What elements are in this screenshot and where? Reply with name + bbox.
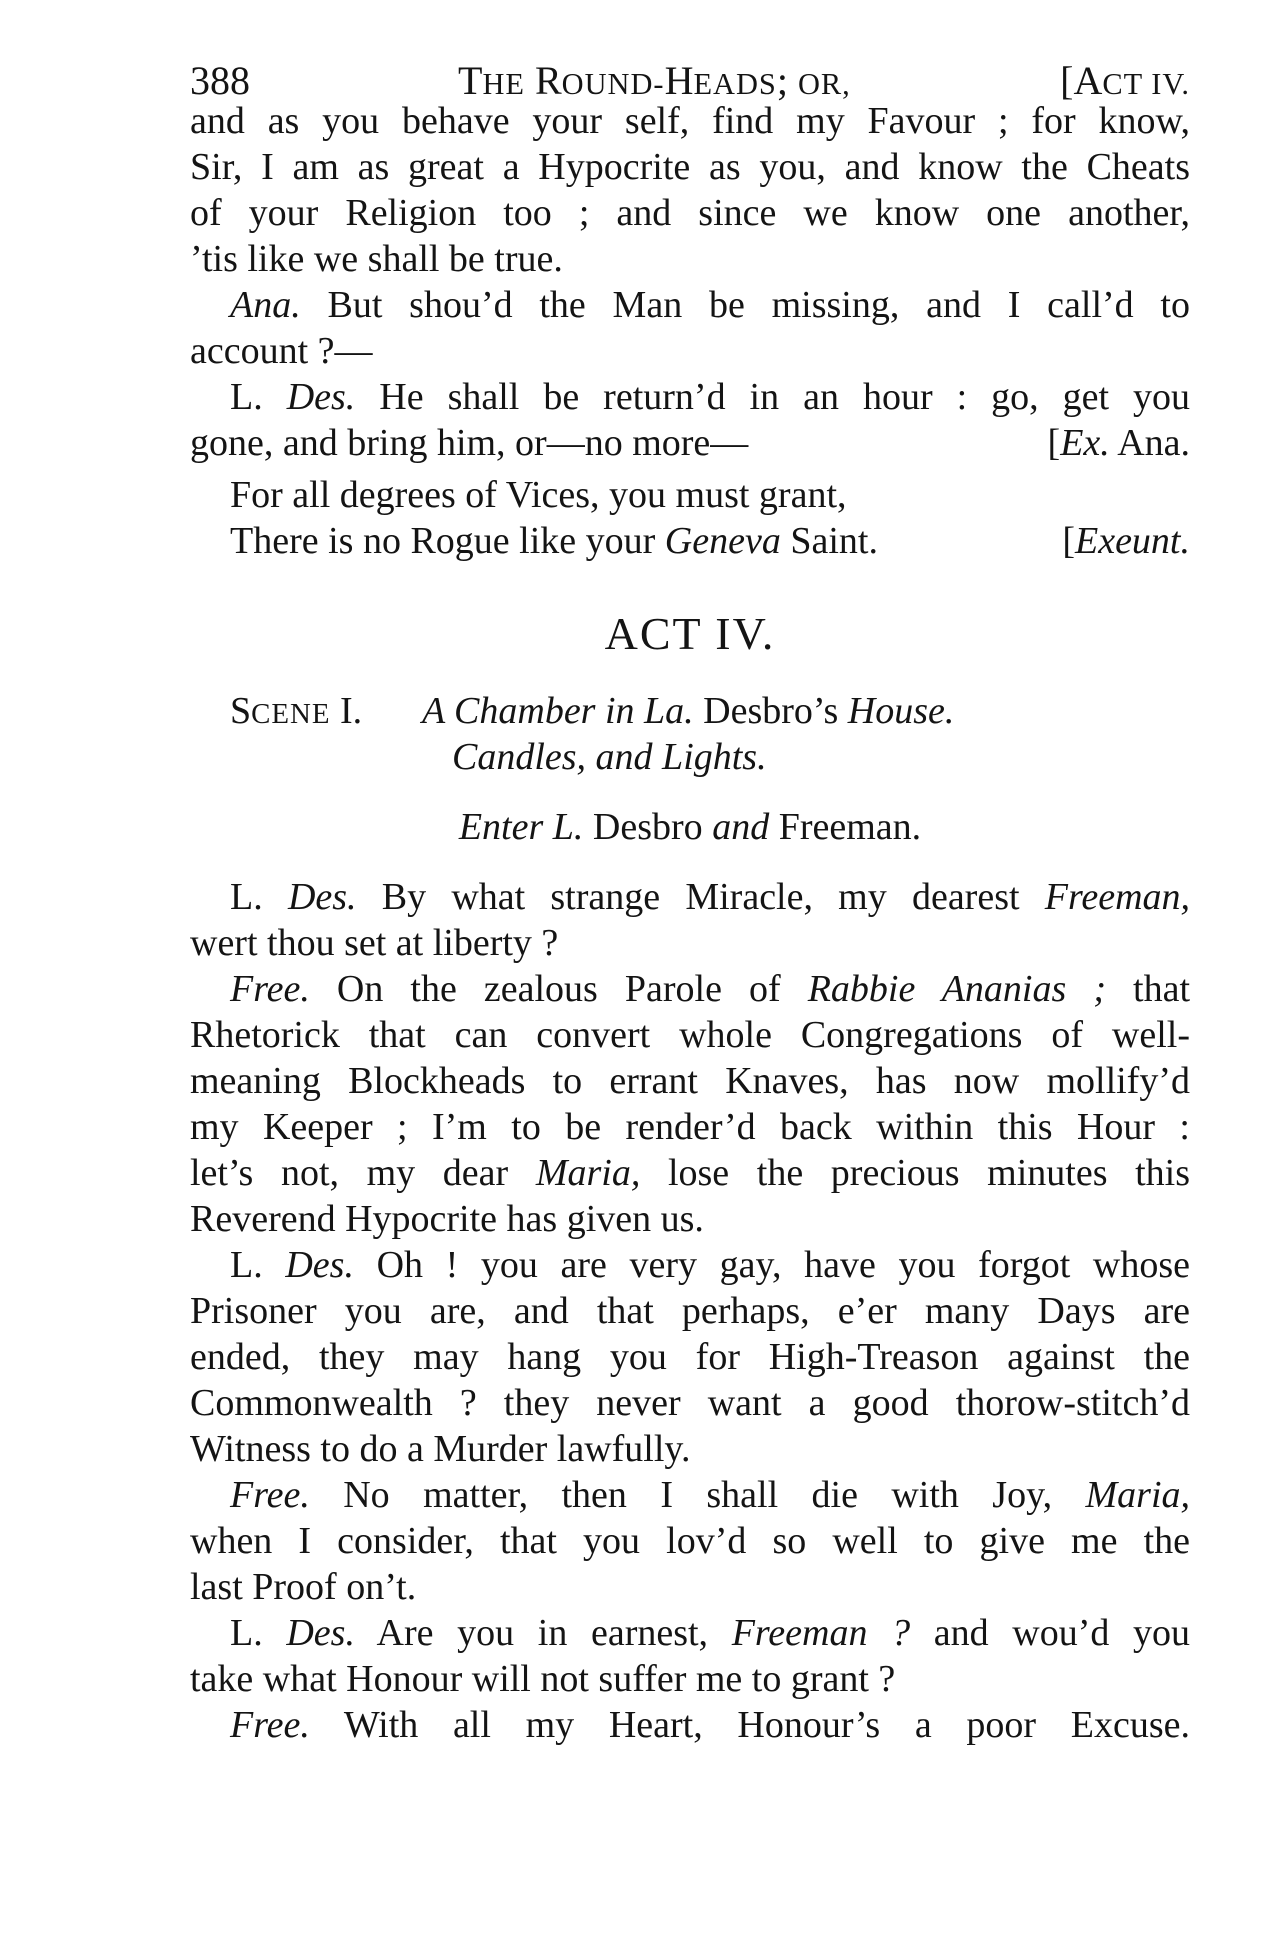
entrance-direction: Enter L. Desbro and Freeman. xyxy=(458,806,922,848)
running-title: THE ROUND-HEADS; OR, xyxy=(458,58,851,103)
text-line: last Proof on’t. xyxy=(190,1566,417,1608)
text-line: and as you behave your self, find my Favour ; for know, xyxy=(190,100,1190,142)
scene-heading xyxy=(190,688,1190,734)
scene-label: SCENE I. xyxy=(230,690,363,732)
text-line: ended, they may hang you for High-Treason against the xyxy=(190,1336,1190,1378)
scene-description-line: Candles, and Lights. xyxy=(452,736,767,778)
text-line: wert thou set at liberty ? xyxy=(190,922,559,964)
text-line: meaning Blockheads to errant Knaves, has now mollify’d xyxy=(190,1060,1190,1102)
page-number: 388 xyxy=(190,58,250,103)
text-line: of your Religion too ; and since we know one another, xyxy=(190,192,1190,234)
text-line: Rhetorick that can convert whole Congregations of well- xyxy=(190,1014,1190,1056)
speech-line: L. Des. Oh ! you are very gay, have you forgot whose xyxy=(230,1244,1191,1286)
text-line: Reverend Hypocrite has given us. xyxy=(190,1198,704,1240)
speech-line: L. Des. Are you in earnest, Freeman ? and wou’d you xyxy=(230,1612,1190,1654)
speaker-free: Free. xyxy=(230,1474,310,1516)
text-line: gone, and bring him, or—no more— [Ex. Ana. xyxy=(190,422,1190,464)
act-heading: ACT IV. xyxy=(604,608,776,659)
text-line: Prisoner you are, and that perhaps, e’er many Days are xyxy=(190,1290,1190,1332)
speech-line: Free. No matter, then I shall die with Joy, Maria, xyxy=(230,1474,1191,1516)
text-line: my Keeper ; I’m to be render’d back within this Hour : xyxy=(190,1106,1190,1148)
text-line: Witness to do a Murder lawfully. xyxy=(190,1428,691,1470)
stage-direction-exeunt: [Exeunt. xyxy=(1062,520,1190,562)
text-line: ’tis like we shall be true. xyxy=(190,238,563,280)
text-line: let’s not, my dear Maria, lose the precious minutes this xyxy=(190,1152,1191,1194)
running-act: [ACT IV. xyxy=(1060,58,1190,103)
speech-line: L. Des. By what strange Miracle, my dearest Freeman, xyxy=(230,876,1191,918)
speaker-des: Des. xyxy=(287,876,357,918)
speech-line: L. Des. He shall be return’d in an hour : go, get you xyxy=(230,376,1191,418)
stage-direction-exit: [Ex. Ana. xyxy=(1047,422,1190,464)
speaker-ana: Ana. xyxy=(230,284,301,326)
scene-description: A Chamber in La. Desbro’s House. xyxy=(422,690,955,732)
text-line: Sir, I am as great a Hypocrite as you, and know the Cheats xyxy=(190,146,1190,188)
speaker-des: Des. xyxy=(285,1244,354,1286)
text-line: take what Honour will not suffer me to grant ? xyxy=(190,1658,896,1700)
speaker-des: Des. xyxy=(286,376,356,418)
text-line: Commonwealth ? they never want a good thorow-stitch’d xyxy=(190,1382,1190,1424)
verse-line: For all degrees of Vices, you must grant, xyxy=(230,474,847,516)
speech-line: Ana. But shou’d the Man be missing, and I call’d to xyxy=(230,284,1190,326)
speaker-free: Free. xyxy=(230,1704,310,1746)
speech-line: Free. With all my Heart, Honour’s a poor Excuse. xyxy=(230,1704,1190,1746)
speaker-des: Des. xyxy=(286,1612,355,1654)
speech-line: Free. On the zealous Parole of Rabbie Ananias ; that xyxy=(230,968,1191,1010)
speaker-free: Free. xyxy=(230,968,310,1010)
text-line: when I consider, that you lov’d so well to give me the xyxy=(190,1520,1190,1562)
verse-line: There is no Rogue like your Geneva Saint. [Exeunt. xyxy=(230,520,1190,562)
text-line: account ?— xyxy=(190,330,373,372)
